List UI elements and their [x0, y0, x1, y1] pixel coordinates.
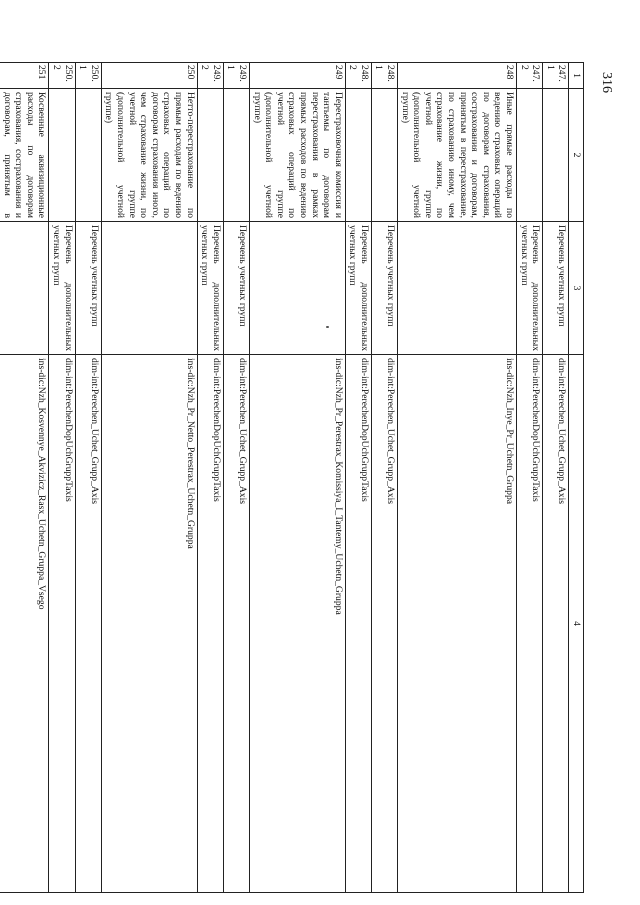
- table-row: [49, 63, 75, 893]
- row-dimension-label: Перечень учетных групп: [543, 222, 569, 355]
- row-number: 247.2: [517, 63, 543, 89]
- row-number: 250: [101, 63, 197, 89]
- table-row: [101, 63, 197, 893]
- table-row: [197, 63, 223, 893]
- row-identifier: dim-int:PerechenDopUchGruppTaxis: [345, 355, 371, 893]
- row-number: 247.1: [543, 63, 569, 89]
- header-cell-2: 2: [569, 89, 584, 222]
- row-number: 248.2: [345, 63, 371, 89]
- header-cell-3: 3: [569, 222, 584, 355]
- table-row: [223, 63, 249, 893]
- rotated-table-container: [1, 62, 584, 892]
- header-cell-4: 4: [569, 355, 584, 893]
- row-number: 250.2: [49, 63, 75, 89]
- row-description: [49, 89, 75, 222]
- row-dimension-label: Перечень дополнительных учетных групп: [345, 222, 371, 355]
- row-description: Перестраховочная комиссия и тантьемы по договорам перестрахования в рамках прямых расходов по ведению страховых операций по учетной группе (дополнительной учетной группе): [249, 89, 345, 222]
- row-dimension-label: Перечень дополнительных учетных групп: [49, 222, 75, 355]
- header-row: [569, 63, 584, 893]
- row-number: 250.1: [75, 63, 101, 89]
- row-number: 249: [249, 63, 345, 89]
- row-number: 248: [398, 63, 517, 89]
- row-identifier: dim-int:PerechenDopUchGruppTaxis: [517, 355, 543, 893]
- table-row: [0, 63, 49, 893]
- row-description: Косвенные аквизиционные расходы по договорам страхования, сострахования и договорам, принятым в: [0, 89, 49, 222]
- row-identifier: ins-dic:Nzh_Pr_Perestrax_Komissiya_I_Tantemy_Uchetn_Gruppa: [249, 355, 345, 893]
- row-number: 251: [0, 63, 49, 89]
- table-row: [345, 63, 371, 893]
- table-row: [75, 63, 101, 893]
- row-description: [543, 89, 569, 222]
- row-dimension-label: Перечень дополнительных учетных групп: [197, 222, 223, 355]
- row-number: 249.2: [197, 63, 223, 89]
- row-dimension-label: Перечень дополнительных учетных групп: [517, 222, 543, 355]
- row-description: [345, 89, 371, 222]
- row-number: 249.1: [223, 63, 249, 89]
- row-dimension-label: [249, 222, 345, 355]
- table-body: [0, 63, 584, 893]
- row-description: Иные прямые расходы по ведению страховых операций по договорам страхования, сострахования и договорам, принятым в перестрахование, по страхованию иному, чем страхование жизни, по учетной группе (дополнительной учетной группе): [398, 89, 517, 222]
- row-identifier: ins-dic:Nzh_Kosvennye_Akvizicz_Rasx_Uchetn_Gruppa_Vsego: [0, 355, 49, 893]
- header-cell-1: 1: [569, 63, 584, 89]
- row-identifier: dim-int:Perechen_Uchet_Grupp_Axis: [223, 355, 249, 893]
- row-number: 248.1: [371, 63, 397, 89]
- page-number: 316: [599, 72, 614, 93]
- row-identifier: ins-dic:Nzh_Inye_Pr_Uchetn_Gruppa: [398, 355, 517, 893]
- row-dimension-label: [101, 222, 197, 355]
- table-row: [543, 63, 569, 893]
- classification-table: [0, 62, 584, 893]
- table-row: [371, 63, 397, 893]
- table-row: [249, 63, 345, 893]
- row-description: [517, 89, 543, 222]
- row-identifier: dim-int:Perechen_Uchet_Grupp_Axis: [371, 355, 397, 893]
- row-identifier: ins-dic:Nzh_Pr_Netto_Perestrax_Uchetn_Gruppa: [101, 355, 197, 893]
- row-description: [197, 89, 223, 222]
- row-identifier: dim-int:Perechen_Uchet_Grupp_Axis: [543, 355, 569, 893]
- row-dimension-label: [0, 222, 49, 355]
- row-identifier: dim-int:PerechenDopUchGruppTaxis: [49, 355, 75, 893]
- row-dimension-label: [398, 222, 517, 355]
- row-dimension-label: Перечень учетных групп: [371, 222, 397, 355]
- row-description: [75, 89, 101, 222]
- table-row: [517, 63, 543, 893]
- row-description: [223, 89, 249, 222]
- row-identifier: dim-int:PerechenDopUchGruppTaxis: [197, 355, 223, 893]
- row-identifier: dim-int:Perechen_Uchet_Grupp_Axis: [75, 355, 101, 893]
- table-row: [398, 63, 517, 893]
- row-dimension-label: Перечень учетных групп: [75, 222, 101, 355]
- row-description: [371, 89, 397, 222]
- row-description: Нетто-перестрахование по прямым расходам по ведению страховых операций по договорам страхования иного, чем страхование жизни, по учетной группе (дополнительной учетной группе): [101, 89, 197, 222]
- row-dimension-label: Перечень учетных групп: [223, 222, 249, 355]
